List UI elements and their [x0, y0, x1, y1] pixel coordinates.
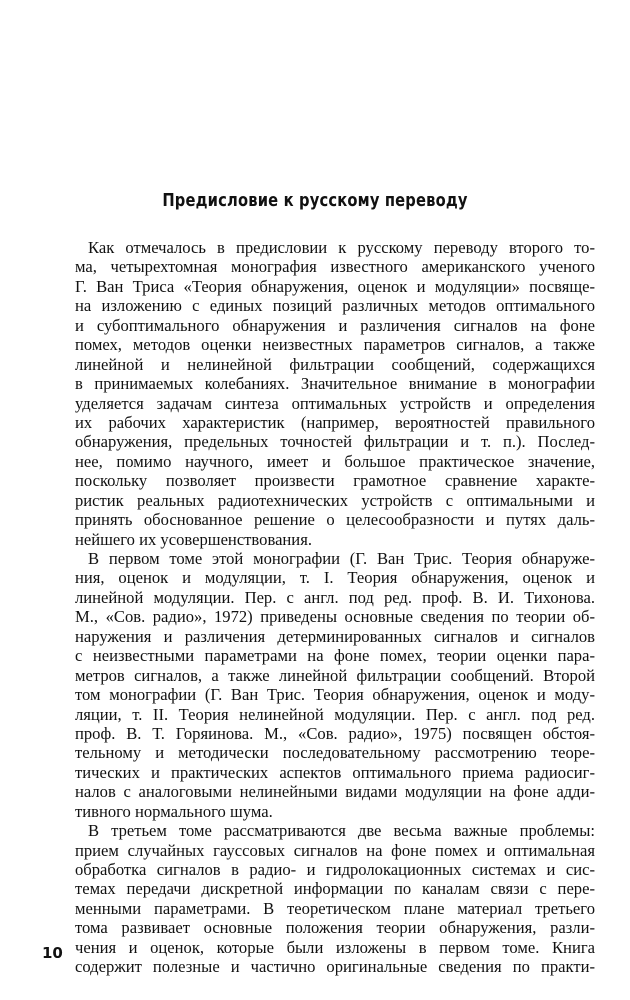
text-line: ристик реальных радиотехнических устройств с оптимальными и: [75, 490, 595, 510]
text-line: тома развивает основные положения теории обнаружения, разли-: [75, 918, 595, 938]
text-line: нейшего их усовершенствования.: [75, 529, 312, 549]
paragraph: [75, 238, 595, 549]
text-line: проф. В. Т. Горяинова. М., «Сов. радио», 1975) посвящен обстоя-: [75, 723, 595, 743]
text-line: содержит полезные и частично оригинальные сведения по практи-: [75, 957, 595, 977]
text-line: М., «Сов. радио», 1972) приведены основные сведения по теории об-: [75, 607, 595, 627]
text-line: В третьем томе рассматриваются две весьма важные проблемы:: [88, 821, 595, 841]
text-line: на изложению с единых позиций различных методов оптимального: [75, 296, 595, 316]
text-line: обработка сигналов в радио- и гидролокационных системах и сис-: [75, 860, 595, 879]
text-line: с неизвестными параметрами на фоне помех, теории оценки пара-: [75, 646, 595, 666]
text-line: менными параметрами. В теоретическом плане материал третьего: [75, 898, 595, 918]
text-line: принять обоснованное решение о целесообразности и путях даль-: [75, 510, 595, 530]
text-line: метров сигналов, а также линейной фильтрации сообщений. Второй: [75, 665, 595, 685]
text-line: тельному и методически последовательному рассмотрению теоре-: [75, 743, 595, 763]
text-line: их рабочих характеристик (например, вероятностей правильного: [75, 412, 595, 432]
text-line: нее, помимо научного, имеет и большое практическое значение,: [75, 451, 595, 471]
text-line: налов с аналоговыми нелинейными видами модуляции на фоне адди-: [75, 782, 595, 802]
text-line: поскольку позволяет произвести грамотное сравнение характе-: [75, 471, 595, 491]
text-line: в принимаемых колебаниях. Значительное внимание в монографии: [75, 374, 595, 394]
text-line: В первом томе этой монографии (Г. Ван Трис. Теория обнаруже-: [88, 549, 595, 568]
text-line: и субоптимального обнаружения и различения сигналов на фоне: [75, 315, 595, 335]
text-line: чения и оценок, которые были изложены в первом томе. Книга: [75, 937, 595, 957]
text-line: тических и практических аспектов оптимального приема радиосиг-: [75, 762, 595, 782]
text-line: Г. Ван Триса «Теория обнаружения, оценок и модуляции» посвяще-: [75, 276, 595, 296]
body-text: [75, 238, 595, 977]
text-line: линейной и нелинейной фильтрации сообщений, содержащихся: [75, 354, 595, 374]
paragraph: [75, 821, 595, 977]
text-line: уделяется задачам синтеза оптимальных устройств и определения: [75, 393, 595, 413]
text-line: ляции, т. II. Теория нелинейной модуляции. Пер. с англ. под ред.: [75, 704, 595, 724]
text-line: обнаружения, предельных точностей фильтрации и т. п.). Послед-: [75, 432, 595, 452]
text-line: тивного нормального шума.: [75, 801, 273, 821]
text-line: ма, четырехтомная монография известного американского ученого: [75, 257, 595, 277]
text-line: темах передачи дискретной информации по каналам связи с пере-: [75, 879, 595, 899]
text-line: наружения и различения детерминированных сигналов и сигналов: [75, 626, 595, 646]
text-line: ния, оценок и модуляции, т. I. Теория обнаружения, оценок и: [75, 568, 595, 588]
text-line: линейной модуляции. Пер. с англ. под ред. проф. В. И. Тихонова.: [75, 587, 595, 607]
text-line: помех, методов оценки неизвестных параметров сигналов, а также: [75, 335, 595, 355]
text-line: Как отмечалось в предисловии к русскому переводу второго то-: [88, 238, 595, 257]
page-number: 10: [42, 944, 63, 962]
paragraph: [75, 549, 595, 821]
text-line: прием случайных гауссовых сигналов на фоне помех и оптимальная: [75, 840, 595, 860]
text-line: том монографии (Г. Ван Трис. Теория обнаружения, оценок и моду-: [75, 685, 595, 705]
page-title: Предисловие к русскому переводу: [162, 191, 468, 211]
